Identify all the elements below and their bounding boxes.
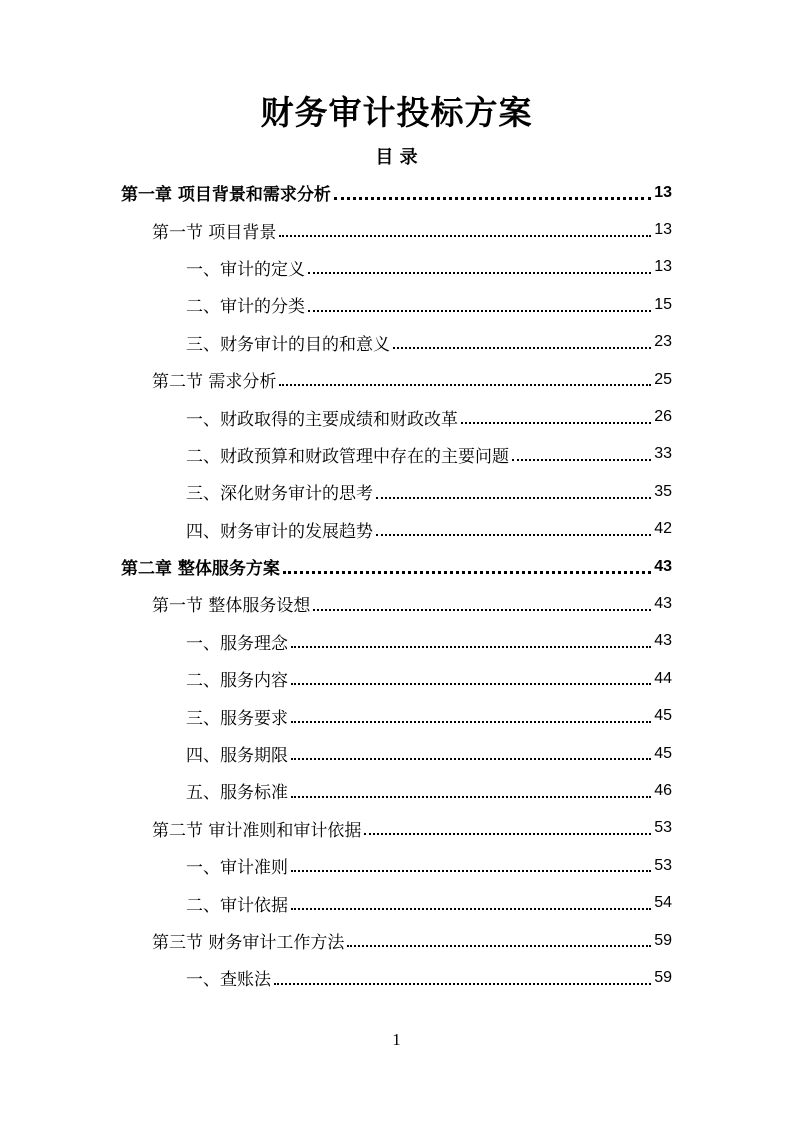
page-number: 1: [392, 1030, 401, 1049]
toc-subsection-entry[interactable]: [0, 249, 793, 286]
toc-entry-page-number: 13: [654, 221, 672, 239]
toc-entry-page-number: 53: [654, 856, 672, 874]
toc-heading: 目 录: [375, 147, 418, 168]
toc-dot-leader: [291, 908, 651, 910]
toc-entry-page-number: 26: [654, 408, 672, 426]
toc-entry-label: 第三节 财务审计工作方法: [152, 933, 345, 953]
toc-entry-label: 一、财政取得的主要成绩和财政改革: [186, 409, 458, 430]
toc-entry-page-number: 42: [654, 520, 672, 538]
toc-dot-leader: [291, 870, 651, 872]
toc-subsection-entry[interactable]: [0, 697, 793, 734]
toc-subsection-entry[interactable]: [0, 286, 793, 323]
toc-entry-page-number: 33: [654, 445, 672, 463]
toc-section-entry[interactable]: [0, 585, 793, 622]
toc-dot-leader: [283, 571, 651, 574]
toc-entry-label: 二、审计依据: [186, 895, 288, 916]
toc-dot-leader: [376, 534, 651, 536]
toc-entry-label: 三、深化财务审计的思考: [186, 484, 373, 505]
toc-chapter-entry[interactable]: [0, 548, 793, 585]
toc-dot-leader: [291, 721, 651, 723]
toc-entry-label: 一、查账法: [186, 970, 271, 991]
toc-entry-page-number: 13: [654, 258, 672, 276]
toc-dot-leader: [512, 459, 651, 461]
toc-dot-leader: [393, 347, 651, 349]
toc-entry-label: 第二节 审计准则和审计依据: [152, 820, 362, 841]
toc-entry-page-number: 25: [654, 370, 672, 388]
toc-entry-label: 四、财务审计的发展趋势: [186, 521, 373, 542]
toc-dot-leader: [461, 422, 651, 424]
toc-subsection-entry[interactable]: [0, 511, 793, 548]
toc-entry-label: 第二章 整体服务方案: [121, 559, 280, 580]
toc-entry-label: 一、审计的定义: [186, 259, 305, 280]
toc-subsection-entry[interactable]: [0, 436, 793, 473]
toc-entry-label: 四、服务期限: [186, 746, 288, 767]
toc-subsection-entry[interactable]: [0, 324, 793, 361]
toc-dot-leader: [291, 683, 651, 685]
toc-subsection-entry[interactable]: [0, 772, 793, 809]
toc-entry-label: 二、服务内容: [186, 671, 288, 692]
toc-subsection-entry[interactable]: [0, 959, 793, 996]
toc-entry-label: 二、审计的分类: [186, 297, 305, 318]
toc-dot-leader: [291, 758, 651, 760]
toc-entry-page-number: 54: [654, 894, 672, 912]
toc-chapter-entry[interactable]: [0, 174, 793, 211]
document-title: 财务审计投标方案: [260, 93, 533, 132]
toc-entry-page-number: 53: [654, 819, 672, 837]
toc-subsection-entry[interactable]: [0, 735, 793, 772]
table-of-contents: [0, 174, 793, 997]
toc-entry-label: 一、服务理念: [186, 633, 288, 654]
toc-dot-leader: [308, 310, 651, 312]
toc-entry-page-number: 13: [654, 183, 672, 201]
toc-entry-label: 二、财政预算和财政管理中存在的主要问题: [186, 446, 509, 467]
toc-entry-page-number: 59: [654, 968, 672, 986]
toc-entry-page-number: 59: [654, 931, 672, 949]
toc-section-entry[interactable]: [0, 810, 793, 847]
toc-entry-page-number: 23: [654, 333, 672, 351]
toc-entry-label: 三、服务要求: [186, 708, 288, 729]
toc-subsection-entry[interactable]: [0, 398, 793, 435]
toc-entry-page-number: 45: [654, 744, 672, 762]
toc-subsection-entry[interactable]: [0, 660, 793, 697]
toc-entry-page-number: 43: [654, 632, 672, 650]
toc-subsection-entry[interactable]: [0, 847, 793, 884]
toc-dot-leader: [364, 833, 651, 835]
toc-entry-label: 第一节 整体服务设想: [152, 596, 311, 617]
toc-dot-leader: [279, 384, 651, 386]
toc-entry-label: 五、服务标准: [186, 783, 288, 804]
toc-dot-leader: [376, 497, 651, 499]
toc-dot-leader: [291, 796, 651, 798]
toc-section-entry[interactable]: [0, 211, 793, 248]
toc-dot-leader: [308, 272, 651, 274]
toc-entry-page-number: 46: [654, 781, 672, 799]
toc-section-entry[interactable]: [0, 361, 793, 398]
toc-entry-label: 三、财务审计的目的和意义: [186, 334, 390, 355]
toc-entry-page-number: 15: [654, 295, 672, 313]
toc-subsection-entry[interactable]: [0, 473, 793, 510]
toc-dot-leader: [347, 945, 651, 947]
toc-dot-leader: [313, 609, 651, 611]
toc-entry-label: 第二节 需求分析: [152, 372, 277, 393]
toc-entry-label: 第一章 项目背景和需求分析: [121, 185, 331, 206]
toc-entry-label: 一、审计准则: [186, 858, 288, 879]
toc-dot-leader: [279, 235, 651, 237]
toc-entry-page-number: 44: [654, 669, 672, 687]
toc-section-entry[interactable]: [0, 922, 793, 959]
toc-subsection-entry[interactable]: [0, 623, 793, 660]
toc-dot-leader: [274, 983, 651, 985]
toc-entry-page-number: 43: [654, 557, 672, 575]
toc-dot-leader: [334, 197, 651, 200]
toc-dot-leader: [291, 646, 651, 648]
toc-entry-page-number: 45: [654, 707, 672, 725]
toc-subsection-entry[interactable]: [0, 884, 793, 921]
toc-entry-label: 第一节 项目背景: [152, 222, 277, 243]
toc-entry-page-number: 35: [654, 482, 672, 500]
toc-entry-page-number: 43: [654, 594, 672, 612]
